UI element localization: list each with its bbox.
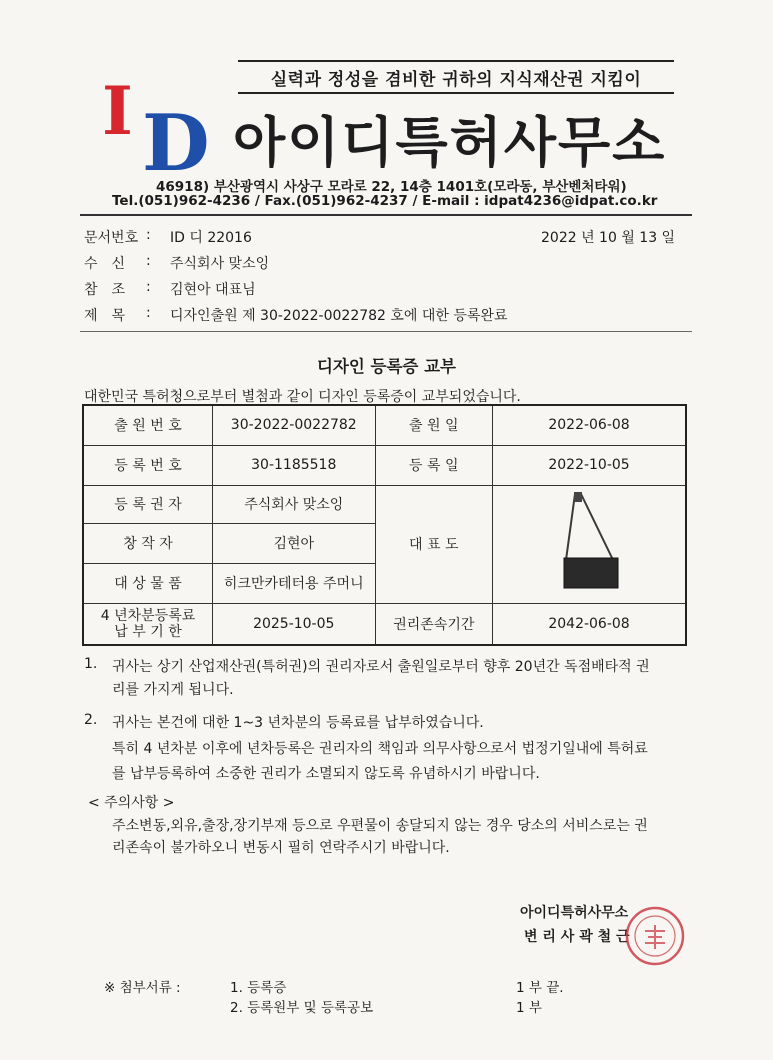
letter-date: 2022 년 10 월 13 일 <box>541 230 676 246</box>
doc-number-row <box>84 227 252 247</box>
note-2-line2: 특히 4 년차분 이후에 년차등록은 권리자의 책임과 의무사항으로서 법정기일내에 특허료 <box>112 741 648 757</box>
reg-no-label: 등 록 번 호 <box>83 445 212 485</box>
creator: 김현아 <box>212 523 375 563</box>
closing-office: 아이디특허사무소 <box>520 905 629 921</box>
caution-line2: 리존속이 불가하오니 변동시 필히 연락주시기 바랍니다. <box>112 840 450 856</box>
note-1-number: 1. <box>84 656 98 672</box>
reg-no: 30-1185518 <box>212 445 375 485</box>
recipient-row <box>84 253 269 273</box>
recipient: 주식회사 맞소잉 <box>170 256 270 272</box>
representative-drawing-cell <box>493 485 686 603</box>
subject-row <box>84 305 507 325</box>
office-name: 아이디특허사무소 <box>233 111 667 174</box>
recipient-label: 수 신 <box>84 256 126 272</box>
office-contact: Tel.(051)962-4236 / Fax.(051)962-4237 / E-mail : idpat4236@idpat.co.kr <box>112 193 658 209</box>
header-divider <box>80 214 692 216</box>
attachment-qty: 1 부 끝. <box>516 980 564 996</box>
reg-date: 2022-10-05 <box>493 445 686 485</box>
colon: : <box>146 253 151 269</box>
subject: 디자인출원 제 30-2022-0022782 호에 대한 등록완료 <box>170 308 508 324</box>
doc-number-label: 문서번호 <box>84 230 139 246</box>
document-title: 디자인 등록증 교부 <box>316 357 456 376</box>
term-label: 권리존속기간 <box>375 603 493 645</box>
table-row <box>83 485 686 523</box>
holder-label: 등 록 권 자 <box>83 485 212 523</box>
note-1-line2: 리를 가지게 됩니다. <box>112 682 234 698</box>
table-row <box>83 405 686 445</box>
article-label: 대 상 물 품 <box>83 563 212 603</box>
representative-drawing <box>557 492 621 596</box>
fee-deadline: 2025-10-05 <box>212 603 375 645</box>
fee-label-line1: 4 년차분등록료 <box>100 607 196 624</box>
fee-label-line2: 납 부 기 한 <box>114 623 182 640</box>
doc-number: ID 디 22016 <box>170 230 252 246</box>
creator-label: 창 작 자 <box>83 523 212 563</box>
app-date-label: 출 원 일 <box>375 405 493 445</box>
intro-text: 대한민국 특허청으로부터 별첨과 같이 디자인 등록증이 교부되었습니다. <box>84 389 521 405</box>
attachment-item: 1. 등록증 <box>230 980 287 996</box>
meta-divider <box>80 331 692 332</box>
note-2-line3: 를 납부등록하여 소중한 권리가 소멸되지 않도록 유념하시기 바랍니다. <box>112 766 540 782</box>
app-date: 2022-06-08 <box>493 405 686 445</box>
reference: 김현아 대표님 <box>170 282 256 298</box>
svg-text:D: D <box>142 98 210 172</box>
reg-date-label: 등 록 일 <box>375 445 493 485</box>
id-logo <box>100 76 225 172</box>
colon: : <box>146 227 151 243</box>
note-2-line1: 귀사는 본건에 대한 1~3 년차분의 등록료를 납부하였습니다. <box>112 715 484 731</box>
article: 히크만카테터용 주머니 <box>212 563 375 603</box>
attachment-item: 2. 등록원부 및 등록공보 <box>230 1000 374 1016</box>
reference-label: 참 조 <box>84 282 126 298</box>
attachments-label: ※ 첨부서류 : <box>104 980 181 996</box>
caution-title: < 주의사항 > <box>88 795 175 811</box>
colon: : <box>146 305 151 321</box>
office-seal-stamp <box>624 905 686 967</box>
note-1-line1: 귀사는 상기 산업재산권(특허권)의 권리자로서 출원일로부터 향후 20년간 독점배타적 권 <box>112 659 650 675</box>
app-no: 30-2022-0022782 <box>212 405 375 445</box>
colon: : <box>146 279 151 295</box>
app-no-label: 출 원 번 호 <box>83 405 212 445</box>
caution-line1: 주소변동,외유,출장,장기부재 등으로 우편물이 송달되지 않는 경우 당소의 서비스로는 권 <box>112 818 648 834</box>
tagline: 실력과 정성을 겸비한 귀하의 지식재산권 지킴이 <box>238 60 674 94</box>
fee-deadline-label <box>83 603 212 645</box>
closing-attorney: 변 리 사 곽 철 근 <box>524 929 630 945</box>
subject-label: 제 목 <box>84 308 126 324</box>
table-row <box>83 445 686 485</box>
table-row <box>83 603 686 645</box>
svg-text:I: I <box>102 76 133 150</box>
registration-table <box>82 404 687 646</box>
office-address: 46918) 부산광역시 사상구 모라로 22, 14층 1401호(모라동, 부산벤처타워) <box>156 179 627 195</box>
attachment-qty: 1 부 <box>516 1000 542 1016</box>
note-2-number: 2. <box>84 712 98 728</box>
term-end: 2042-06-08 <box>493 603 686 645</box>
reference-row <box>84 279 256 299</box>
holder: 주식회사 맞소잉 <box>212 485 375 523</box>
rep-label: 대 표 도 <box>375 485 493 603</box>
